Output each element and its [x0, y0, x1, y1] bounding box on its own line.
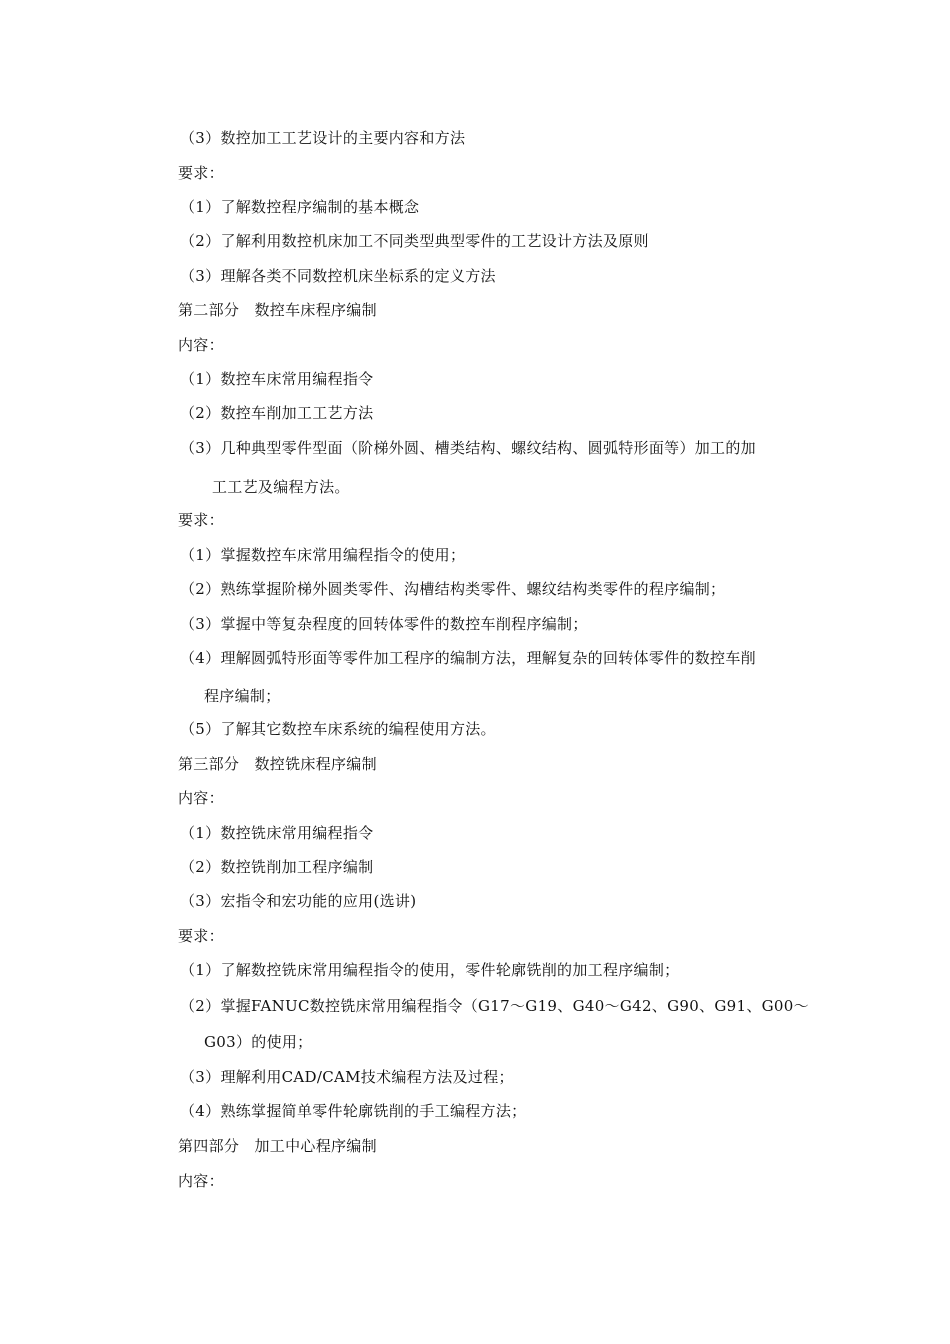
- list-item: （1）了解数控铣床常用编程指令的使用，零件轮廓铣削的加工程序编制；: [180, 961, 680, 979]
- list-item: （2）熟练掌握阶梯外圆类零件、沟槽结构类零件、螺纹结构类零件的程序编制；: [180, 580, 726, 598]
- list-item: （3）数控加工工艺设计的主要内容和方法: [180, 129, 466, 147]
- list-item: （2）掌握FANUC数控铣床常用编程指令（G17～G19、G40～G42、G90、G91、G00～: [180, 997, 809, 1015]
- list-item: （3）宏指令和宏功能的应用(选讲): [180, 892, 417, 910]
- section-label: 要求：: [178, 164, 224, 182]
- section-label: 内容：: [178, 789, 224, 807]
- list-item: （3）理解利用CAD/CAM技术编程方法及过程；: [180, 1068, 514, 1086]
- list-item-continuation: G03）的使用；: [204, 1033, 313, 1051]
- list-item: （3）理解各类不同数控机床坐标系的定义方法: [180, 267, 496, 285]
- list-item: （4）熟练掌握简单零件轮廓铣削的手工编程方法；: [180, 1102, 527, 1120]
- part-heading: 第四部分 加工中心程序编制: [178, 1137, 377, 1155]
- list-item-continuation: 工工艺及编程方法。: [212, 478, 350, 496]
- list-item: （3）掌握中等复杂程度的回转体零件的数控车削程序编制；: [180, 615, 588, 633]
- part-heading: 第二部分 数控车床程序编制: [178, 301, 377, 319]
- list-item: （1）了解数控程序编制的基本概念: [180, 198, 420, 216]
- list-item: （3）几种典型零件型面（阶梯外圆、槽类结构、螺纹结构、圆弧特形面等）加工的加: [180, 439, 756, 457]
- section-label: 要求：: [178, 511, 224, 529]
- list-item: （2）数控铣削加工程序编制: [180, 858, 374, 876]
- list-item: （2）数控车削加工工艺方法: [180, 404, 374, 422]
- part-heading: 第三部分 数控铣床程序编制: [178, 755, 377, 773]
- list-item: （1）数控铣床常用编程指令: [180, 824, 374, 842]
- list-item: （2）了解利用数控机床加工不同类型典型零件的工艺设计方法及原则: [180, 232, 649, 250]
- list-item-continuation: 程序编制；: [204, 687, 281, 705]
- list-item: （1）掌握数控车床常用编程指令的使用；: [180, 546, 466, 564]
- list-item: （5）了解其它数控车床系统的编程使用方法。: [180, 720, 496, 738]
- section-label: 要求：: [178, 927, 224, 945]
- section-label: 内容：: [178, 336, 224, 354]
- list-item: （4）理解圆弧特形面等零件加工程序的编制方法，理解复杂的回转体零件的数控车削: [180, 649, 756, 667]
- list-item: （1）数控车床常用编程指令: [180, 370, 374, 388]
- section-label: 内容：: [178, 1172, 224, 1190]
